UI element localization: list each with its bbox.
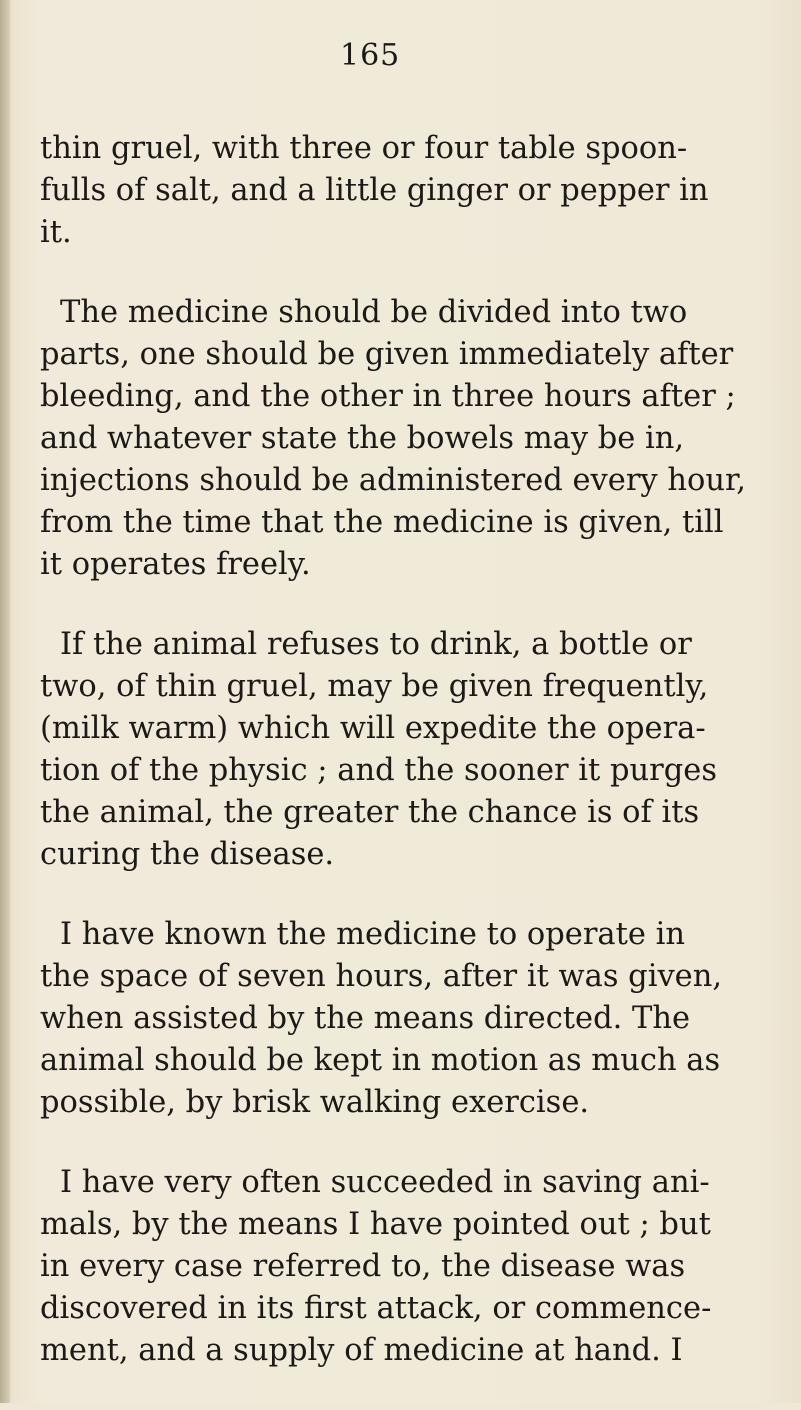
text-line: the animal, the greater the chance is of its [40,795,700,830]
text-line: fulls of salt, and a little ginger or pepper in [40,173,709,208]
paragraph-3 [40,624,785,876]
text-line: If the animal refuses to drink, a bottle or [60,627,692,662]
page-binding-edge [0,0,10,1403]
text-line: (milk warm) which will expedite the opera- [40,711,706,746]
body-text [40,128,785,1410]
text-line: thin gruel, with three or four table spoon- [40,131,688,166]
text-line: I have very often succeeded in saving ani- [60,1165,710,1200]
text-line: mals, by the means I have pointed out ; but [40,1207,711,1242]
text-line: animal should be kept in motion as much as [40,1043,721,1078]
text-line: injections should be administered every hour, [40,463,746,498]
text-line: two, of thin gruel, may be given frequently, [40,669,709,704]
text-line: and whatever state the bowels may be in, [40,421,685,456]
page-number: 165 [340,38,401,73]
text-line: from the time that the medicine is given, till [40,505,724,540]
text-line: possible, by brisk walking exercise. [40,1085,590,1120]
text-line: parts, one should be given immediately after [40,337,734,372]
text-line: when assisted by the means directed. The [40,1001,691,1036]
text-line: discovered in its first attack, or commence- [40,1291,712,1326]
text-line: in every case referred to, the disease was [40,1249,686,1284]
text-line: it operates freely. [40,547,311,582]
text-line: The medicine should be divided into two [60,295,688,330]
text-line: tion of the physic ; and the sooner it purges [40,753,717,788]
paragraph-5 [40,1162,785,1372]
text-line: I have known the medicine to operate in [60,917,686,952]
text-line: ment, and a supply of medicine at hand. I [40,1333,683,1368]
text-line: it. [40,215,72,250]
text-line: the space of seven hours, after it was given, [40,959,723,994]
paragraph-2 [40,292,785,586]
text-line: curing the disease. [40,837,335,872]
text-line: bleeding, and the other in three hours after ; [40,379,736,414]
paragraph-1 [40,128,785,254]
paragraph-4 [40,914,785,1124]
